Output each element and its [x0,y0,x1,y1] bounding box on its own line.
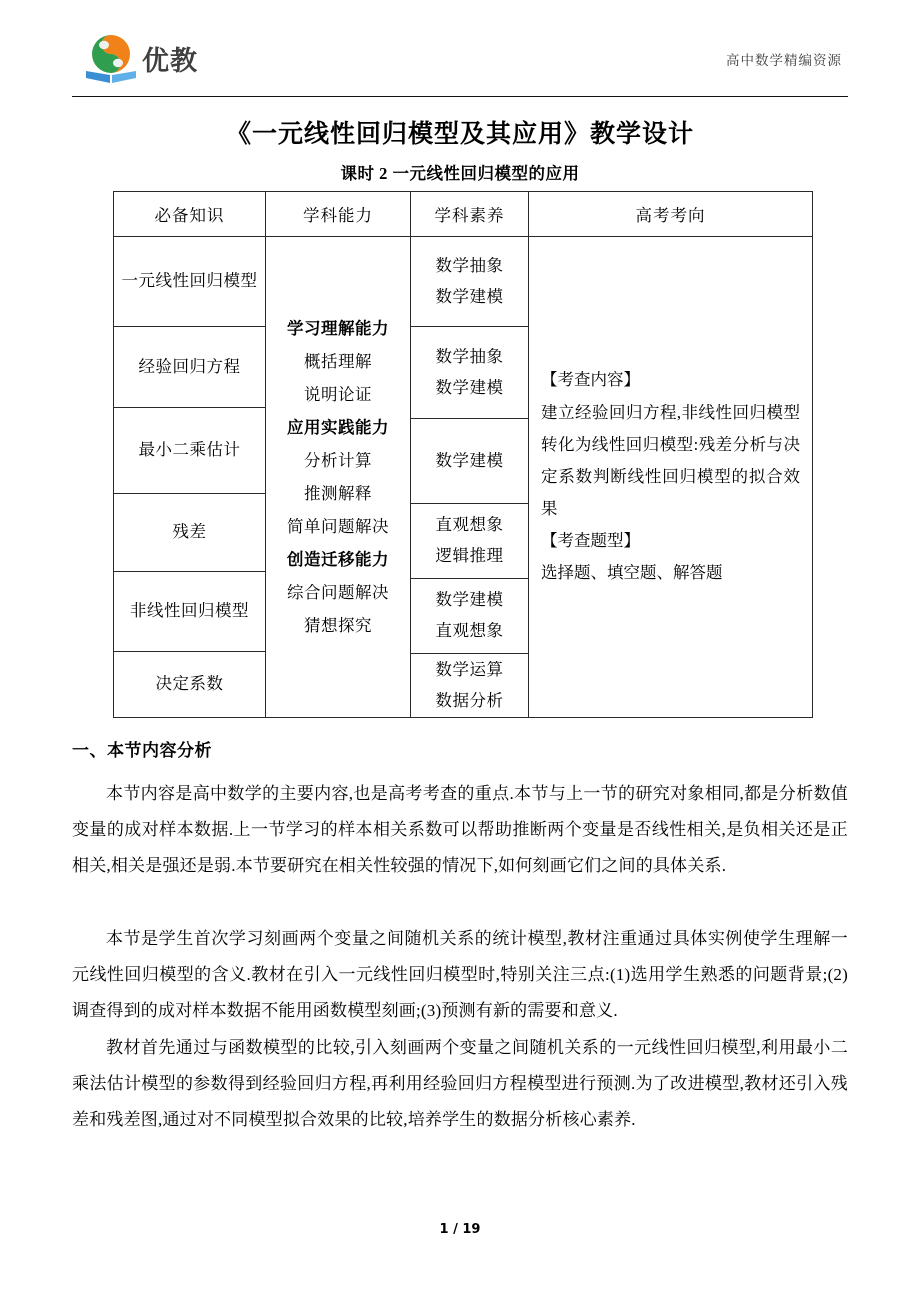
exam-type-body: 选择题、填空题、解答题 [541,563,723,583]
page-title: 《一元线性回归模型及其应用》教学设计 [225,121,694,148]
table-row: 经验回归方程 [114,327,265,408]
ability-item: 综合问题解决 [287,583,389,602]
table-row [411,419,528,504]
table-row [411,327,528,419]
ability-item: 学习理解能力 [287,319,389,338]
column-knowledge [114,237,266,717]
table-row [411,237,528,327]
page-header [72,28,848,90]
literacy-item: 直观想象 [435,515,504,535]
column-exam [529,237,812,717]
literacy-item: 数据分析 [435,690,504,710]
literacy-item: 数学运算 [435,659,504,679]
literacy-item: 逻辑推理 [435,546,504,565]
section-heading: 一、本节内容分析 [72,741,212,761]
table-row: 决定系数 [155,674,224,694]
body-paragraph-3: 教材首先通过与函数模型的比较,引入刻画两个变量之间随机关系的一元线性回归模型,利用最小二乘法估计模型的参数得到经验回归方程,再利用经验回归方程模型进行预测.为了改进模型,教材还引入残差和残差图,通过对不同模型拟合效果的比较,培养学生的数据分析核心素养. [72,1038,848,1130]
swirl-book-logo-icon [84,33,138,85]
body-paragraph-2: 本节是学生首次学习刻画两个变量之间随机关系的统计模型,教材注重通过具体实例使学生理解一元线性回归模型的含义.教材在引入一元线性回归模型时,特别关注三点:(1)选用学生熟悉的问题背景;(2)调查得到的成对样本数据不能用函数模型刻画;(3)预测有新的需要和意义. [72,929,848,1021]
brand-name: 优教 [142,45,198,77]
ability-item: 应用实践能力 [287,418,389,437]
ability-item: 推测解释 [304,484,372,503]
page-number: 1 / 19 [439,1222,481,1237]
col-header-exam: 高考考向 [635,206,706,225]
page-subtitle: 课时 2 一元线性回归模型的应用 [340,164,580,183]
table-row: 残差 [114,494,265,572]
ability-item: 创造迁移能力 [287,550,389,569]
literacy-item: 数学抽象 [435,255,504,275]
exam-orientation-cell [529,237,812,717]
table-row: 非线性回归模型 [114,572,265,652]
table-body [114,237,812,717]
header-divider [72,96,848,97]
exam-content-body: 建立经验回归方程,非线性回归模型转化为线性回归模型:残差分析与决定系数判断线性回归模型的拟合效果 [541,402,800,519]
literacy-item: 数学建模 [435,377,504,397]
table-row [411,504,528,579]
table-row: 最小二乘估计 [114,408,265,494]
literacy-item: 数学抽象 [435,346,504,366]
ability-item: 分析计算 [304,451,372,470]
col-header-knowledge: 必备知识 [114,192,266,236]
column-literacy [411,237,529,717]
column-ability [266,237,411,717]
brand-logo [84,33,198,85]
table-row: 一元线性回归模型 [114,237,265,327]
header-tagline: 高中数学精编资源 [726,53,842,68]
ability-item: 简单问题解决 [287,517,389,536]
exam-type-label: 【考查题型】 [541,531,640,551]
col-header-literacy: 学科素养 [411,192,529,236]
table-row [411,654,528,717]
ability-item: 说明论证 [304,385,372,404]
literacy-item: 数学建模 [435,286,504,306]
ability-item: 概括理解 [304,352,372,371]
literacy-item: 数学建模 [435,450,504,470]
ability-item: 猜想探究 [304,616,372,635]
col-header-ability: 学科能力 [266,192,411,236]
exam-content-label: 【考查内容】 [541,370,640,390]
literacy-item: 直观想象 [435,621,504,640]
body-paragraph-1: 本节内容是高中数学的主要内容,也是高考考查的重点.本节与上一节的研究对象相同,都是分析数值变量的成对样本数据.上一节学习的样本相关系数可以帮助推断两个变量是否线性相关,是负相关还是正相关,相关是强还是弱.本节要研究在相关性较强的情况下,如何刻画它们之间的具体关系. [72,784,848,876]
literacy-item: 数学建模 [435,590,504,610]
table-header-row [114,192,812,237]
ability-list [266,237,410,717]
overview-table [113,191,813,718]
table-row [411,579,528,654]
